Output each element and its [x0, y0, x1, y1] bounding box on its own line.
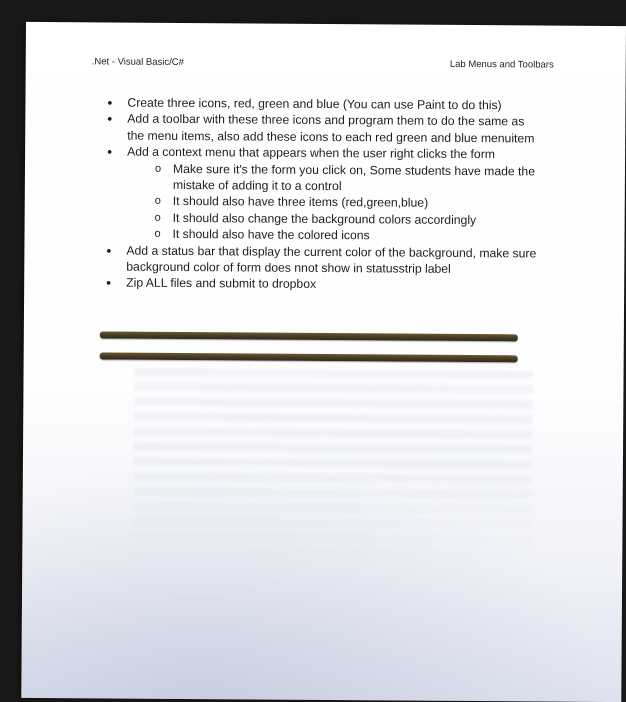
- sub-list-item-text: It should also change the background colors accordingly: [172, 210, 477, 227]
- circle-bullet-icon: o: [154, 211, 161, 224]
- header-lab-title: Lab Menus and Toolbars: [449, 58, 554, 71]
- header-course: .Net - Visual Basic/C#: [91, 56, 185, 69]
- list-item-text: Add a status bar that display the current color of the background, make sure background color of form does nnot show in statusstrip label: [126, 243, 537, 276]
- circle-bullet-icon: o: [154, 195, 161, 208]
- bullet-icon: •: [107, 94, 113, 111]
- sub-list-item-text: It should also have three items (red,green,blue): [172, 194, 429, 211]
- list-item: [102, 275, 542, 294]
- bleed-through-text: [132, 368, 533, 571]
- bullet-icon: •: [106, 242, 112, 259]
- instruction-list: [102, 94, 543, 294]
- sub-list: [126, 160, 543, 245]
- circle-bullet-icon: o: [154, 162, 162, 175]
- list-item-text: Create three icons, red, green and blue (You can use Paint to do this): [127, 95, 502, 113]
- sub-list-item-text: Make sure it's the form you click on, Some students have made the mistake of adding it to a control: [172, 161, 536, 194]
- redaction-bar: [100, 352, 518, 362]
- bullet-icon: •: [106, 274, 112, 291]
- list-item: [102, 144, 543, 246]
- bullet-icon: •: [107, 110, 113, 127]
- list-item: [102, 242, 542, 278]
- redaction-bar: [100, 331, 518, 341]
- paper-sheet: [21, 22, 626, 702]
- bullet-icon: •: [107, 143, 113, 160]
- list-item-text: Zip ALL files and submit to dropbox: [126, 276, 317, 292]
- circle-bullet-icon: o: [154, 228, 161, 241]
- list-item-text: Add a context menu that appears when the user right clicks the form: [127, 144, 496, 162]
- sub-list-item: [151, 160, 543, 196]
- instructions: [102, 94, 543, 294]
- list-item: [103, 111, 543, 147]
- list-item-text: Add a toolbar with these three icons and program them to do the same as the menu items, also add these icons to each red green and blue menuitem: [127, 112, 535, 146]
- sub-list-item-text: It should also have the colored icons: [172, 227, 370, 243]
